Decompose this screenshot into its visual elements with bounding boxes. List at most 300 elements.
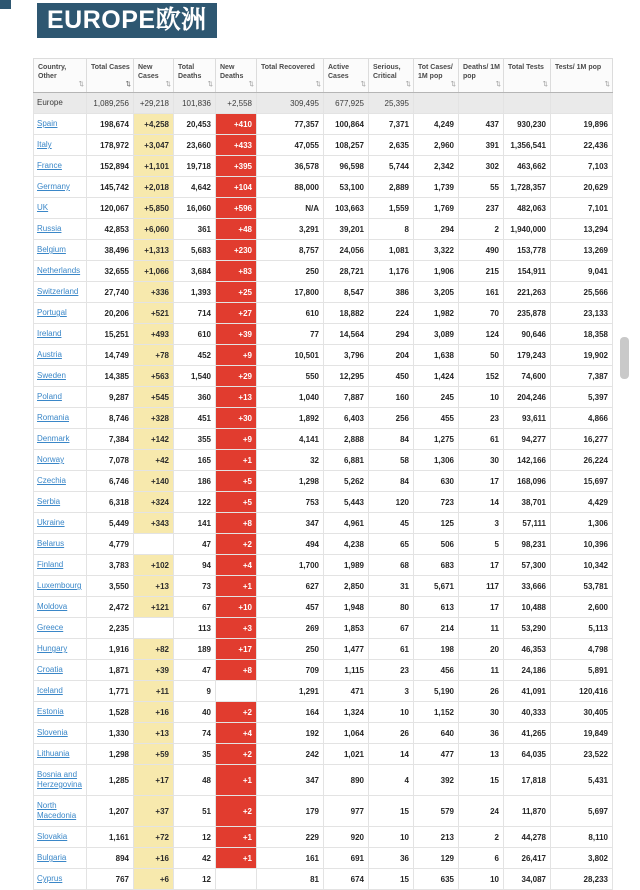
country-link[interactable]: Serbia	[37, 497, 61, 506]
table-row	[34, 765, 613, 796]
country-link[interactable]: Lithuania	[37, 749, 70, 758]
cell-tests_1m: 26,224	[551, 450, 613, 471]
cell-new_cases: +6	[134, 869, 174, 890]
cell-total_cases: 1,207	[87, 796, 134, 827]
column-header-label: Deaths/ 1M pop	[463, 64, 500, 80]
table-row	[34, 492, 613, 513]
cell-serious_critical: 14	[369, 744, 414, 765]
cell-new_cases	[134, 534, 174, 555]
cell-country	[34, 618, 87, 639]
cell-new_cases: +1,313	[134, 240, 174, 261]
cell-total_cases: 27,740	[87, 282, 134, 303]
cell-total_deaths: 47	[174, 660, 216, 681]
cell-deaths_1m: 3	[459, 513, 504, 534]
country-link[interactable]: Austria	[37, 350, 62, 359]
country-link[interactable]: Slovenia	[37, 728, 68, 737]
table-row	[34, 303, 613, 324]
cell-total_tests: 44,278	[504, 827, 551, 848]
cell-tot_cases_1m: 198	[414, 639, 459, 660]
cell-serious_critical: 36	[369, 848, 414, 869]
cell-serious_critical: 224	[369, 303, 414, 324]
cell-total_recovered: 77,357	[257, 114, 324, 135]
cell-total_deaths: 361	[174, 219, 216, 240]
cell-total_recovered: 269	[257, 618, 324, 639]
cell-serious_critical: 386	[369, 282, 414, 303]
cell-active_cases: 471	[324, 681, 369, 702]
cell-country	[34, 555, 87, 576]
country-link[interactable]: Bosnia and Herzegovina	[37, 770, 82, 789]
column-header-total_deaths[interactable]	[174, 59, 216, 93]
column-header-label: Total Recovered	[261, 64, 315, 71]
cell-new_cases: +1,101	[134, 156, 174, 177]
cell-new_deaths	[216, 869, 257, 890]
country-link[interactable]: France	[37, 161, 62, 170]
cell-country	[34, 660, 87, 681]
cell-new_deaths: +3	[216, 618, 257, 639]
cell-serious_critical: 25,395	[369, 93, 414, 114]
cell-total_cases: 32,655	[87, 261, 134, 282]
cell-country	[34, 744, 87, 765]
column-header-serious_critical[interactable]	[369, 59, 414, 93]
cell-country	[34, 681, 87, 702]
cell-deaths_1m: 55	[459, 177, 504, 198]
cell-active_cases: 890	[324, 765, 369, 796]
sort-icon: ⇅	[125, 81, 131, 88]
sort-icon: ⇅	[405, 81, 411, 88]
cell-country	[34, 429, 87, 450]
cell-serious_critical: 4	[369, 765, 414, 796]
region-label: Europe	[37, 98, 63, 107]
cell-total_recovered: 47,055	[257, 135, 324, 156]
cell-total_cases: 1,161	[87, 827, 134, 848]
cell-serious_critical: 15	[369, 869, 414, 890]
vertical-scrollbar-thumb[interactable]	[620, 337, 629, 379]
cell-active_cases: 5,443	[324, 492, 369, 513]
cell-tests_1m: 22,436	[551, 135, 613, 156]
cell-serious_critical: 120	[369, 492, 414, 513]
cell-total_tests: 1,728,357	[504, 177, 551, 198]
cell-total_cases: 145,742	[87, 177, 134, 198]
country-link[interactable]: Switzerland	[37, 287, 79, 296]
cell-active_cases: 24,056	[324, 240, 369, 261]
table-row	[34, 345, 613, 366]
cell-total_recovered: 550	[257, 366, 324, 387]
cell-total_deaths: 1,393	[174, 282, 216, 303]
cell-total_cases: 42,853	[87, 219, 134, 240]
cell-tot_cases_1m: 1,152	[414, 702, 459, 723]
column-header-deaths_1m[interactable]	[459, 59, 504, 93]
cell-tests_1m: 23,133	[551, 303, 613, 324]
country-link[interactable]: Netherlands	[37, 266, 81, 275]
cell-total_recovered: 77	[257, 324, 324, 345]
column-header-new_cases[interactable]	[134, 59, 174, 93]
cell-total_tests: 168,096	[504, 471, 551, 492]
cell-new_deaths: +1	[216, 848, 257, 869]
cell-active_cases: 12,295	[324, 366, 369, 387]
cell-total_recovered: 250	[257, 261, 324, 282]
cell-country	[34, 848, 87, 869]
cell-deaths_1m: 10	[459, 869, 504, 890]
cell-total_tests: 41,091	[504, 681, 551, 702]
cell-total_deaths: 42	[174, 848, 216, 869]
cell-tot_cases_1m: 4,249	[414, 114, 459, 135]
cell-deaths_1m: 61	[459, 429, 504, 450]
cell-country	[34, 303, 87, 324]
cell-active_cases: 18,882	[324, 303, 369, 324]
cell-total_deaths: 23,660	[174, 135, 216, 156]
column-header-total_cases[interactable]	[87, 59, 134, 93]
cell-new_cases: +343	[134, 513, 174, 534]
table-row	[34, 156, 613, 177]
country-link[interactable]: Spain	[37, 119, 58, 128]
cell-tests_1m: 10,396	[551, 534, 613, 555]
cell-new_deaths: +25	[216, 282, 257, 303]
cell-tot_cases_1m: 3,089	[414, 324, 459, 345]
sort-icon: ⇅	[604, 81, 610, 88]
country-link[interactable]: Ukraine	[37, 518, 65, 527]
cell-new_deaths: +1	[216, 576, 257, 597]
cell-country	[34, 114, 87, 135]
country-link[interactable]: Denmark	[37, 434, 70, 443]
cell-total_recovered: 36,578	[257, 156, 324, 177]
cell-serious_critical: 1,176	[369, 261, 414, 282]
table-row	[34, 744, 613, 765]
cell-tot_cases_1m: 2,960	[414, 135, 459, 156]
cell-tot_cases_1m: 635	[414, 869, 459, 890]
cell-new_deaths	[216, 681, 257, 702]
cell-total_deaths: 4,642	[174, 177, 216, 198]
table-row	[34, 534, 613, 555]
column-header-country[interactable]	[34, 59, 87, 93]
cell-total_tests: 24,186	[504, 660, 551, 681]
cell-total_deaths: 40	[174, 702, 216, 723]
country-link[interactable]: Portugal	[37, 308, 67, 317]
cell-tot_cases_1m: 1,424	[414, 366, 459, 387]
sort-icon: ⇅	[207, 81, 213, 88]
cell-country	[34, 177, 87, 198]
cell-serious_critical: 8	[369, 219, 414, 240]
sort-icon: ⇅	[165, 81, 171, 88]
table-row	[34, 198, 613, 219]
cell-total_cases: 2,235	[87, 618, 134, 639]
cell-tests_1m: 5,431	[551, 765, 613, 796]
cell-country	[34, 156, 87, 177]
cell-total_recovered: 192	[257, 723, 324, 744]
cell-total_recovered: 229	[257, 827, 324, 848]
cell-tot_cases_1m: 1,906	[414, 261, 459, 282]
cell-total_deaths: 74	[174, 723, 216, 744]
country-link[interactable]: UK	[37, 203, 49, 212]
cell-total_recovered: 81	[257, 869, 324, 890]
cell-new_cases: +140	[134, 471, 174, 492]
cell-total_deaths: 3,684	[174, 261, 216, 282]
cell-tot_cases_1m	[414, 93, 459, 114]
cell-total_tests: 11,870	[504, 796, 551, 827]
cell-deaths_1m: 17	[459, 555, 504, 576]
cell-country	[34, 219, 87, 240]
cell-new_deaths: +9	[216, 429, 257, 450]
cell-deaths_1m: 490	[459, 240, 504, 261]
cell-deaths_1m: 2	[459, 219, 504, 240]
cell-active_cases: 677,925	[324, 93, 369, 114]
table-header	[34, 59, 613, 93]
cell-total_tests: 463,662	[504, 156, 551, 177]
table-row	[34, 324, 613, 345]
table-row	[34, 555, 613, 576]
cell-new_deaths: +433	[216, 135, 257, 156]
sort-icon: ⇅	[450, 81, 456, 88]
cell-active_cases: 39,201	[324, 219, 369, 240]
cell-new_deaths: +596	[216, 198, 257, 219]
cell-serious_critical: 294	[369, 324, 414, 345]
country-link[interactable]: Czechia	[37, 476, 66, 485]
cell-active_cases: 2,850	[324, 576, 369, 597]
cell-active_cases: 1,115	[324, 660, 369, 681]
cell-active_cases: 4,961	[324, 513, 369, 534]
country-link[interactable]: Poland	[37, 392, 62, 401]
cell-total_deaths: 20,453	[174, 114, 216, 135]
cell-serious_critical: 61	[369, 639, 414, 660]
cell-deaths_1m: 20	[459, 639, 504, 660]
cell-new_deaths: +2	[216, 702, 257, 723]
country-link[interactable]: Finland	[37, 560, 64, 569]
country-link[interactable]: Greece	[37, 623, 64, 632]
country-link[interactable]: Hungary	[37, 644, 68, 653]
cell-total_tests: 74,600	[504, 366, 551, 387]
cell-active_cases: 1,989	[324, 555, 369, 576]
cell-country	[34, 492, 87, 513]
cell-deaths_1m: 70	[459, 303, 504, 324]
cell-tests_1m: 120,416	[551, 681, 613, 702]
country-link[interactable]: Romania	[37, 413, 70, 422]
column-header-total_recovered[interactable]	[257, 59, 324, 93]
cell-total_recovered: 4,141	[257, 429, 324, 450]
cell-country	[34, 93, 87, 114]
column-header-tot_cases_1m[interactable]	[414, 59, 459, 93]
country-link[interactable]: Ireland	[37, 329, 62, 338]
cell-tot_cases_1m: 129	[414, 848, 459, 869]
country-link[interactable]: Slovakia	[37, 832, 68, 841]
table-row	[34, 723, 613, 744]
cell-tests_1m: 5,397	[551, 387, 613, 408]
cell-total_recovered: 610	[257, 303, 324, 324]
cell-total_recovered: 1,298	[257, 471, 324, 492]
table-row	[34, 114, 613, 135]
cell-total_recovered: 494	[257, 534, 324, 555]
cell-new_cases: +11	[134, 681, 174, 702]
cell-total_cases: 14,385	[87, 366, 134, 387]
country-link[interactable]: Belarus	[37, 539, 65, 548]
cell-total_deaths: 9	[174, 681, 216, 702]
cell-new_cases: +78	[134, 345, 174, 366]
cell-total_deaths: 189	[174, 639, 216, 660]
cell-new_deaths: +9	[216, 345, 257, 366]
cell-total_cases: 1,298	[87, 744, 134, 765]
cell-total_tests: 64,035	[504, 744, 551, 765]
cell-total_cases: 6,746	[87, 471, 134, 492]
cell-total_tests: 930,230	[504, 114, 551, 135]
cell-tot_cases_1m: 1,638	[414, 345, 459, 366]
cell-tests_1m: 25,566	[551, 282, 613, 303]
cell-new_cases: +493	[134, 324, 174, 345]
cell-tests_1m: 23,522	[551, 744, 613, 765]
cell-tot_cases_1m: 2,342	[414, 156, 459, 177]
table-row	[34, 135, 613, 156]
column-header-total_tests[interactable]	[504, 59, 551, 93]
cell-country	[34, 765, 87, 796]
cell-total_cases: 15,251	[87, 324, 134, 345]
country-link[interactable]: Moldova	[37, 602, 68, 611]
cell-new_cases: +42	[134, 450, 174, 471]
column-header-new_deaths[interactable]	[216, 59, 257, 93]
page-title: EUROPE欧洲	[37, 3, 217, 38]
cell-total_cases: 1,871	[87, 660, 134, 681]
cell-tests_1m: 16,277	[551, 429, 613, 450]
country-link[interactable]: Germany	[37, 182, 70, 191]
country-link[interactable]: Belgium	[37, 245, 66, 254]
cell-country	[34, 513, 87, 534]
cell-total_deaths: 1,540	[174, 366, 216, 387]
cell-new_deaths: +48	[216, 219, 257, 240]
country-link[interactable]: Italy	[37, 140, 52, 149]
sort-icon: ⇅	[78, 81, 84, 88]
cell-total_cases: 7,078	[87, 450, 134, 471]
cell-new_deaths: +83	[216, 261, 257, 282]
cell-serious_critical: 7,371	[369, 114, 414, 135]
cell-active_cases: 1,948	[324, 597, 369, 618]
cell-active_cases: 96,598	[324, 156, 369, 177]
cell-new_deaths: +1	[216, 827, 257, 848]
cell-new_cases: +521	[134, 303, 174, 324]
country-link[interactable]: Sweden	[37, 371, 66, 380]
cell-tests_1m: 8,110	[551, 827, 613, 848]
cell-new_deaths: +395	[216, 156, 257, 177]
country-link[interactable]: Bulgaria	[37, 853, 67, 862]
cell-country	[34, 387, 87, 408]
cell-tests_1m: 13,294	[551, 219, 613, 240]
cell-country	[34, 135, 87, 156]
cell-new_cases: +5,850	[134, 198, 174, 219]
cell-total_deaths: 12	[174, 869, 216, 890]
cell-total_deaths: 51	[174, 796, 216, 827]
cell-active_cases: 100,864	[324, 114, 369, 135]
table-row	[34, 450, 613, 471]
cell-deaths_1m: 23	[459, 408, 504, 429]
cell-serious_critical: 1,081	[369, 240, 414, 261]
cell-new_deaths: +230	[216, 240, 257, 261]
cell-new_deaths: +2	[216, 796, 257, 827]
country-link[interactable]: Iceland	[37, 686, 63, 695]
cell-serious_critical: 10	[369, 827, 414, 848]
cell-serious_critical: 26	[369, 723, 414, 744]
cell-total_tests: 98,231	[504, 534, 551, 555]
cell-country	[34, 345, 87, 366]
cell-deaths_1m: 302	[459, 156, 504, 177]
cell-tot_cases_1m: 213	[414, 827, 459, 848]
cell-tests_1m: 7,101	[551, 198, 613, 219]
cell-total_tests: 53,290	[504, 618, 551, 639]
cell-new_cases: +13	[134, 723, 174, 744]
cell-tot_cases_1m: 640	[414, 723, 459, 744]
column-header-active_cases[interactable]	[324, 59, 369, 93]
cell-serious_critical: 5,744	[369, 156, 414, 177]
cell-tot_cases_1m: 1,306	[414, 450, 459, 471]
cell-serious_critical: 160	[369, 387, 414, 408]
cell-country	[34, 796, 87, 827]
cell-active_cases: 1,064	[324, 723, 369, 744]
country-link[interactable]: Cyprus	[37, 874, 63, 883]
column-header-label: Active Cases	[328, 64, 350, 80]
cell-tests_1m: 20,629	[551, 177, 613, 198]
cell-total_deaths: 122	[174, 492, 216, 513]
column-header-label: Tot Cases/ 1M pop	[418, 64, 453, 80]
country-link[interactable]: Estonia	[37, 707, 64, 716]
cell-active_cases: 977	[324, 796, 369, 827]
covid-stats-table-wrap	[33, 58, 612, 890]
cell-deaths_1m: 30	[459, 702, 504, 723]
cell-tot_cases_1m: 723	[414, 492, 459, 513]
cell-new_cases: +29,218	[134, 93, 174, 114]
cell-total_deaths: 714	[174, 303, 216, 324]
country-link[interactable]: Croatia	[37, 665, 63, 674]
country-link[interactable]: Russia	[37, 224, 62, 233]
country-link[interactable]: Norway	[37, 455, 65, 464]
cell-new_deaths: +2,558	[216, 93, 257, 114]
cell-deaths_1m: 237	[459, 198, 504, 219]
cell-tests_1m: 13,269	[551, 240, 613, 261]
cell-deaths_1m: 437	[459, 114, 504, 135]
cell-tests_1m: 4,798	[551, 639, 613, 660]
cell-new_cases: +4,258	[134, 114, 174, 135]
country-link[interactable]: Luxembourg	[37, 581, 82, 590]
column-header-label: Tests/ 1M pop	[555, 64, 602, 71]
cell-new_cases: +82	[134, 639, 174, 660]
cell-total_recovered: 1,892	[257, 408, 324, 429]
cell-deaths_1m: 161	[459, 282, 504, 303]
cell-total_recovered: 161	[257, 848, 324, 869]
cell-serious_critical: 67	[369, 618, 414, 639]
cell-total_tests: 17,818	[504, 765, 551, 796]
cell-new_deaths: +2	[216, 744, 257, 765]
cell-total_recovered: 3,291	[257, 219, 324, 240]
cell-country	[34, 639, 87, 660]
country-link[interactable]: North Macedonia	[37, 801, 77, 820]
cell-total_tests: 90,646	[504, 324, 551, 345]
cell-deaths_1m: 2	[459, 827, 504, 848]
cell-new_deaths: +2	[216, 534, 257, 555]
cell-total_deaths: 186	[174, 471, 216, 492]
cell-serious_critical: 3	[369, 681, 414, 702]
cell-active_cases: 6,881	[324, 450, 369, 471]
table-row	[34, 261, 613, 282]
cell-country	[34, 282, 87, 303]
cell-total_tests: 153,778	[504, 240, 551, 261]
cell-country	[34, 827, 87, 848]
cell-new_cases: +17	[134, 765, 174, 796]
cell-active_cases: 920	[324, 827, 369, 848]
cell-tests_1m: 5,113	[551, 618, 613, 639]
cell-new_deaths: +8	[216, 513, 257, 534]
cell-tests_1m: 4,429	[551, 492, 613, 513]
cell-tot_cases_1m: 3,205	[414, 282, 459, 303]
column-header-tests_1m[interactable]	[551, 59, 613, 93]
cell-total_cases: 14,749	[87, 345, 134, 366]
cell-deaths_1m: 17	[459, 471, 504, 492]
cell-new_deaths: +4	[216, 723, 257, 744]
cell-active_cases: 3,796	[324, 345, 369, 366]
cell-tests_1m	[551, 93, 613, 114]
table-row	[34, 93, 613, 114]
